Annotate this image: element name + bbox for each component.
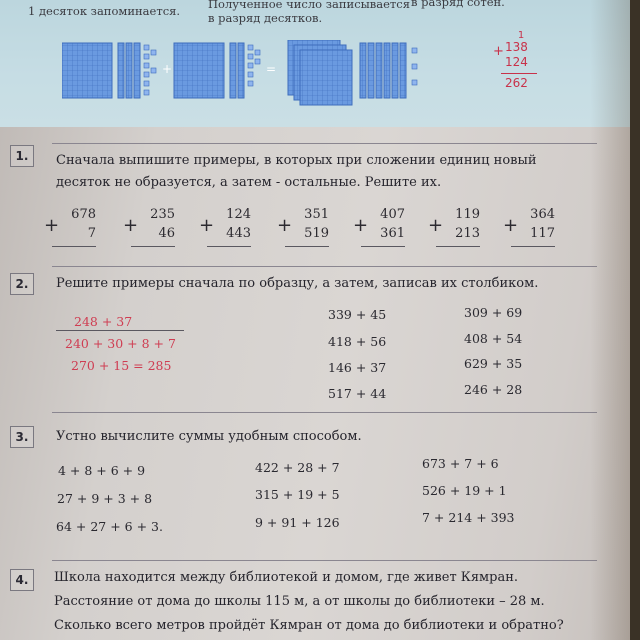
section-1-number: 1. — [10, 145, 34, 167]
s3-col2-3: 9 + 91 + 126 — [255, 515, 340, 530]
addend-bottom: 443 — [226, 226, 251, 241]
s2-col2-1: 309 + 69 — [464, 305, 523, 320]
top-caption-left: 1 десяток запоминается. — [28, 4, 181, 18]
top-caption-middle-2: в разряд десятков. — [208, 11, 323, 25]
unit-cubes-3 — [412, 48, 417, 85]
s2-col2-2: 408 + 54 — [464, 331, 523, 346]
section-2-number: 2. — [10, 273, 34, 295]
section-1-rule — [52, 143, 597, 144]
sum-line — [285, 246, 329, 247]
sample-line-1: 248 + 37 — [74, 314, 133, 329]
s3-col2-2: 315 + 19 + 5 — [255, 487, 340, 502]
section-2-line-1: Решите примеры сначала по образцу, а затем, записав их столбиком. — [56, 276, 539, 291]
addend-top: 124 — [226, 207, 251, 222]
column-problem — [503, 205, 555, 247]
sum-line — [207, 246, 251, 247]
hundreds-flat-2 — [174, 43, 224, 98]
column-problem — [353, 205, 405, 247]
sum-line — [511, 246, 555, 247]
addend-top: 235 — [150, 207, 175, 222]
page-edge-shadow — [590, 0, 630, 640]
plus-sign: + — [123, 215, 139, 236]
addend-bottom: 117 — [530, 226, 555, 241]
sum-line — [436, 246, 480, 247]
s3-col1-1: 4 + 8 + 6 + 9 — [58, 463, 146, 478]
addend-bottom: 361 — [380, 226, 405, 241]
section-4-number: 4. — [10, 569, 34, 591]
addend-bottom: 7 — [87, 226, 96, 241]
sample-line-2: 240 + 30 + 8 + 7 — [65, 336, 176, 351]
section-2-rule — [52, 266, 597, 267]
column-problem — [199, 205, 251, 247]
section-3-rule — [52, 412, 597, 413]
section-1-line-1: Сначала выпишите примеры, в которых при сложении единиц новый — [56, 153, 537, 168]
top-caption-middle-1: Полученное число записывается — [208, 0, 410, 11]
section-3-number: 3. — [10, 426, 34, 448]
s3-col3-2: 526 + 19 + 1 — [422, 483, 507, 498]
unit-cubes-2 — [248, 45, 260, 86]
addend-top: 351 — [304, 207, 329, 222]
s3-col2-1: 422 + 28 + 7 — [255, 460, 340, 475]
example-bottom: 124 — [505, 55, 528, 69]
top-caption-right: в разряд сотен. — [411, 0, 505, 9]
s3-col1-2: 27 + 9 + 3 + 8 — [57, 491, 153, 506]
example-sum: 262 — [505, 76, 528, 90]
s2-col2-4: 246 + 28 — [464, 382, 523, 397]
column-problem — [428, 205, 480, 247]
tens-rods-1 — [118, 43, 140, 98]
unit-cubes-1 — [144, 45, 156, 95]
plus-sign: + — [44, 215, 60, 236]
plus-sign: + — [199, 215, 215, 236]
equals-sign: = — [266, 62, 277, 76]
column-problem — [123, 205, 175, 247]
plus-sign: + — [428, 215, 444, 236]
section-4-line-2: Расстояние от дома до школы 115 м, а от школы до библиотеки – 28 м. — [54, 594, 545, 609]
addend-top: 119 — [455, 207, 480, 222]
sample-divider — [56, 330, 184, 331]
hundreds-flat-1 — [62, 43, 112, 98]
plus-sign-1: + — [162, 62, 173, 76]
sum-line — [361, 246, 405, 247]
addend-top: 678 — [71, 207, 96, 222]
s2-col2-3: 629 + 35 — [464, 356, 523, 371]
addend-bottom: 213 — [455, 226, 480, 241]
section-4-line-1: Школа находится между библиотекой и домом, где живет Кямран. — [54, 570, 519, 585]
example-top: 138 — [505, 40, 528, 54]
section-4-line-3: Сколько всего метров пройдёт Кямран от дома до библиотеки и обратно? — [54, 618, 564, 633]
plus-sign: + — [503, 215, 519, 236]
plus-sign: + — [353, 215, 369, 236]
s3-col3-1: 673 + 7 + 6 — [422, 456, 499, 471]
s3-col3-3: 7 + 214 + 393 — [422, 510, 515, 525]
s2-col1-2: 418 + 56 — [328, 334, 387, 349]
example-plus: + — [493, 44, 504, 59]
section-3-line-1: Устно вычислите суммы удобным способом. — [56, 429, 362, 444]
s2-col1-1: 339 + 45 — [328, 307, 387, 322]
plus-sign: + — [277, 215, 293, 236]
example-column-addition — [489, 30, 539, 88]
example-carry: 1 — [517, 30, 525, 41]
hundreds-flat-stack — [288, 40, 352, 105]
addend-bottom: 46 — [158, 226, 175, 241]
s3-col1-3: 64 + 27 + 6 + 3. — [56, 519, 163, 534]
sum-line — [131, 246, 175, 247]
column-problem — [277, 205, 329, 247]
section-4-rule — [52, 560, 597, 561]
tens-rods-2 — [230, 43, 244, 98]
base-ten-blocks-illustration — [62, 40, 482, 110]
addend-top: 364 — [530, 207, 555, 222]
section-1-line-2: десяток не образуется, а затем - остальные. Решите их. — [56, 175, 442, 190]
s2-col1-4: 517 + 44 — [328, 386, 387, 401]
tens-rods-3 — [360, 43, 406, 98]
addend-top: 407 — [380, 207, 405, 222]
addend-bottom: 519 — [304, 226, 329, 241]
s2-col1-3: 146 + 37 — [328, 360, 387, 375]
column-problem — [44, 205, 96, 247]
sample-line-3: 270 + 15 = 285 — [71, 358, 172, 373]
sum-line — [52, 246, 96, 247]
